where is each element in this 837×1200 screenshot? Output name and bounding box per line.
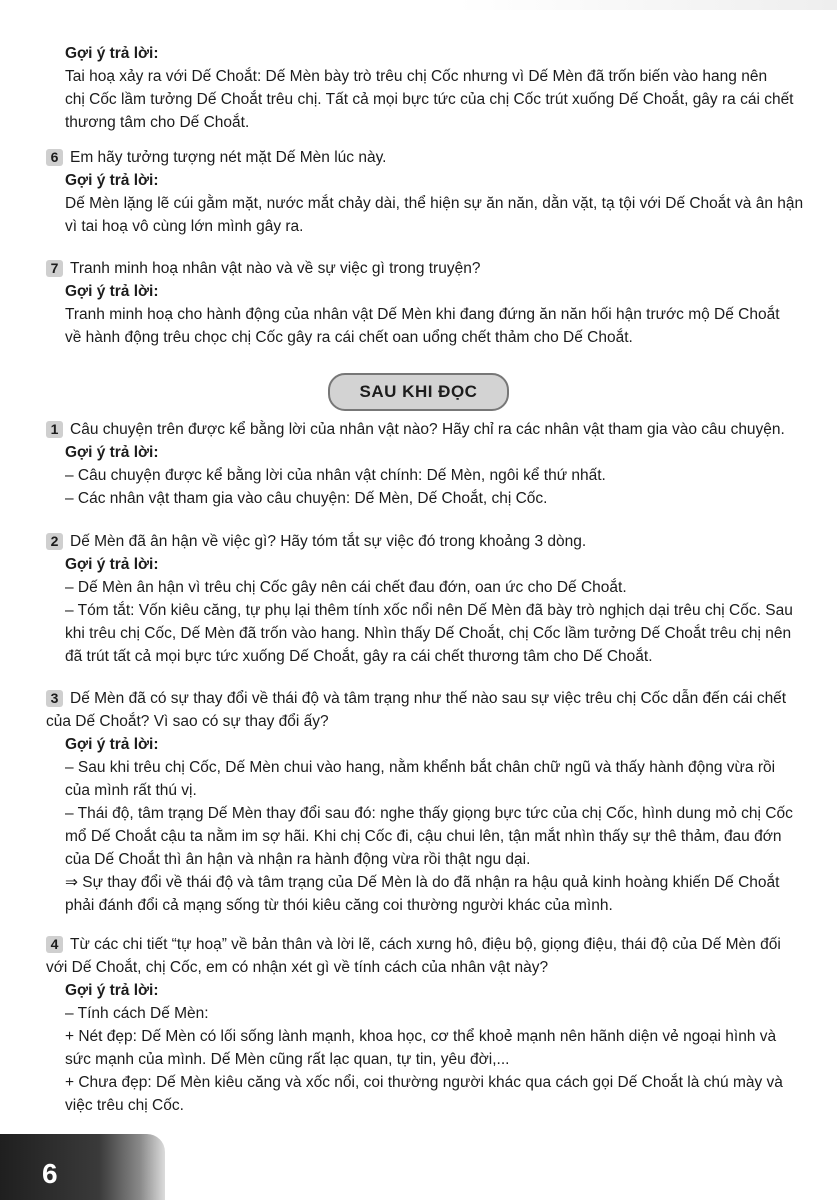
answer-line: của mình rất thú vị.: [65, 782, 197, 799]
question-text: 7 Tranh minh hoạ nhân vật nào và về sự việc gì trong truyện?: [46, 257, 816, 280]
page-edge-shade: [457, 0, 837, 10]
answer-line: mổ Dế Choắt cậu ta nằm im sợ hãi. Khi chị Cốc đi, cậu chui lên, tận mắt nhìn thấy sự thê thảm, đau đớn: [65, 828, 782, 845]
answer-line: việc trêu chị Cốc.: [65, 1097, 184, 1114]
answer-line: về hành động trêu chọc chị Cốc gây ra cái chết oan uổng chết thảm cho Dế Choắt.: [65, 329, 633, 346]
question-number: 1: [46, 421, 63, 438]
question-text: 1 Câu chuyện trên được kể bằng lời của nhân vật nào? Hãy chỉ ra các nhân vật tham gia vào câu chuyện.: [46, 418, 816, 441]
answer-line: sức mạnh của mình. Dế Mèn cũng rất lạc quan, tự tin, yêu đời,...: [65, 1051, 510, 1068]
answer-line: + Chưa đẹp: Dế Mèn kiêu căng và xốc nổi, coi thường người khác qua cách gọi Dế Choắt là chú mày và: [65, 1074, 783, 1091]
answer-line: – Tính cách Dế Mèn:: [65, 1005, 209, 1022]
hint-label: Gợi ý trả lời:: [65, 172, 159, 189]
hint-label: Gợi ý trả lời:: [65, 444, 159, 461]
answer-line: đã trút tất cả mọi bực tức xuống Dế Choắt, gây ra cái chết thương tâm cho Dế Choắt.: [65, 648, 653, 665]
answer-line: – Dế Mèn ân hận vì trêu chị Cốc gây nên cái chết đau đớn, oan ức cho Dế Choắt.: [65, 579, 627, 596]
answer-line: – Các nhân vật tham gia vào câu chuyện: Dế Mèn, Dế Choắt, chị Cốc.: [65, 490, 548, 507]
question-7: [46, 257, 816, 349]
page-number-tab: [0, 1134, 165, 1200]
answer-line: thương tâm cho Dế Choắt.: [65, 114, 250, 131]
hint-label: Gợi ý trả lời:: [65, 283, 159, 300]
after-reading-question-3: [46, 687, 816, 917]
question-text: 4 Từ các chi tiết “tự hoạ” về bản thân và lời lẽ, cách xưng hô, điệu bộ, giọng điệu, thái độ của Dế Mèn đối: [46, 933, 816, 956]
section-header: [0, 373, 837, 411]
answer-line: + Nét đẹp: Dế Mèn có lối sống lành mạnh, khoa học, cơ thể khoẻ mạnh nên hãnh diện vẻ ngoại hình và: [65, 1028, 777, 1045]
answer-line: của Dế Choắt thì ân hận và nhận ra hành động vừa rồi thật ngu dại.: [65, 851, 531, 868]
question-number: 7: [46, 260, 63, 277]
question-text-continued: của Dế Choắt? Vì sao có sự thay đổi ấy?: [46, 713, 329, 730]
question-text: 3 Dế Mèn đã có sự thay đổi về thái độ và tâm trạng như thế nào sau sự việc trêu chị Cốc dẫn đến cái chết: [46, 687, 816, 710]
question-number: 2: [46, 533, 63, 550]
hint-label: Gợi ý trả lời:: [65, 736, 159, 753]
question-text: 6 Em hãy tưởng tượng nét mặt Dế Mèn lúc này.: [46, 146, 816, 169]
intro-answer: [46, 42, 816, 134]
hint-label: Gợi ý trả lời:: [65, 556, 159, 573]
answer-line: Tai hoạ xảy ra với Dế Choắt: Dế Mèn bày trò trêu chị Cốc nhưng vì Dế Mèn đã trốn biến vào hang nên: [65, 68, 768, 85]
question-number: 3: [46, 690, 63, 707]
answer-line: ⇒ Sự thay đổi về thái độ và tâm trạng của Dế Mèn là do đã nhận ra hậu quả kinh hoàng khiến Dế Choắt: [65, 874, 780, 891]
after-reading-question-2: [46, 530, 816, 668]
hint-label: Gợi ý trả lời:: [65, 45, 159, 62]
question-text-continued: với Dế Choắt, chị Cốc, em có nhận xét gì về tính cách của nhân vật này?: [46, 959, 549, 976]
hint-label: Gợi ý trả lời:: [65, 982, 159, 999]
answer-line: – Thái độ, tâm trạng Dế Mèn thay đổi sau đó: nghe thấy giọng bực tức của chị Cốc, hình dung mỏ chị Cốc: [65, 805, 793, 822]
answer-line: phải đánh đổi cả mạng sống từ thói kiêu căng coi thường người khác của mình.: [65, 897, 613, 914]
answer-line: vì tai hoạ vô cùng lớn mình gây ra.: [65, 218, 304, 235]
question-number: 4: [46, 936, 63, 953]
answer-line: – Câu chuyện được kể bằng lời của nhân vật chính: Dế Mèn, ngôi kể thứ nhất.: [65, 467, 606, 484]
question-number: 6: [46, 149, 63, 166]
answer-line: Tranh minh hoạ cho hành động của nhân vật Dế Mèn khi đang đứng ăn năn hối hận trước mộ Dế Choắt: [65, 306, 780, 323]
after-reading-question-1: [46, 418, 816, 510]
answer-line: – Sau khi trêu chị Cốc, Dế Mèn chui vào hang, nằm khểnh bắt chân chữ ngũ và thấy hành động vừa rồi: [65, 759, 776, 776]
page-number: 6: [42, 1158, 58, 1189]
answer-line: chị Cốc lầm tưởng Dế Choắt trêu chị. Tất cả mọi bực tức của chị Cốc trút xuống Dế Choắt, gây ra cái chết: [65, 91, 794, 108]
question-6: [46, 146, 816, 238]
section-title: SAU KHI ĐỌC: [328, 373, 510, 411]
question-text: 2 Dế Mèn đã ân hận về việc gì? Hãy tóm tắt sự việc đó trong khoảng 3 dòng.: [46, 530, 816, 553]
after-reading-question-4: [46, 933, 816, 1117]
answer-line: – Tóm tắt: Vốn kiêu căng, tự phụ lại thêm tính xốc nổi nên Dế Mèn đã bày trò nghịch dại trêu chị Cốc. Sau: [65, 602, 793, 619]
answer-line: khi trêu chị Cốc, Dế Mèn đã trốn vào hang. Nhìn thấy Dế Choắt, chị Cốc lầm tưởng Dế Choắt trêu chị nên: [65, 625, 792, 642]
answer-line: Dế Mèn lặng lẽ cúi gằm mặt, nước mắt chảy dài, thể hiện sự ăn năn, dằn vặt, tạ tội với Dế Choắt và ân hận: [65, 195, 804, 212]
